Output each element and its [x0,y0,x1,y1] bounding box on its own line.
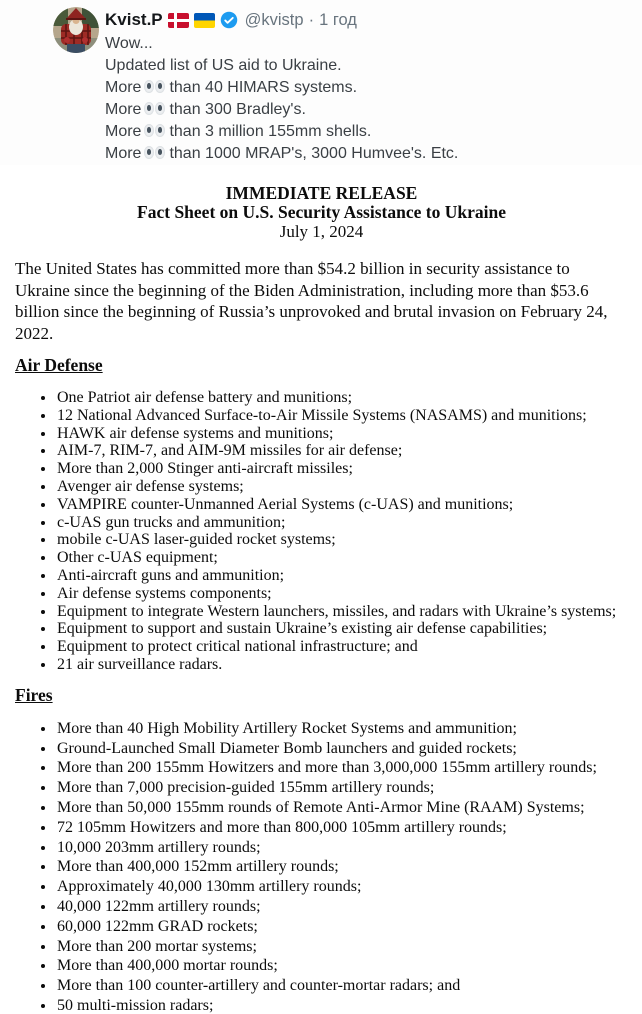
separator-dot: · [308,10,315,29]
fact-sheet-bullet: • 60,000 122mm GRAD rockets; [56,917,628,937]
fact-sheet-bullet: • One Patriot air defense battery and munitions; [56,389,628,407]
fact-sheet-bullet: • More than 50,000 155mm rounds of Remote Anti-Armor Mine (RAAM) Systems; [56,798,628,818]
fact-sheet-bullet: • Other c-UAS equipment; [56,549,628,567]
fact-sheet-bullet: • Air defense systems components; [56,585,628,603]
tweet-line-text: than 1000 MRAP's, 3000 Humvee's. Etc. [169,145,459,162]
eyes-emoji-icon [144,80,166,94]
air-defense-list [15,389,628,674]
display-name[interactable]: Kvist.P [105,10,163,29]
gnome-avatar-image [53,7,99,53]
tweet-line-text: Updated list of US aid to Ukraine. [105,57,342,74]
fact-sheet-header [15,184,628,241]
fact-sheet-bullet: • More than 2,000 Stinger anti-aircraft missiles; [56,460,628,478]
fact-sheet-bullet: • Ground-Launched Small Diameter Bomb launchers and guided rockets; [56,739,628,759]
ukraine-flag-icon [194,13,215,28]
tweet-line-text: More [105,123,142,140]
section-title-fires: Fires [15,684,53,705]
tweet-line-text: More [105,101,142,118]
fact-sheet-image[interactable] [0,184,642,1014]
tweet-line-text: More [105,145,142,162]
verified-badge-icon [220,11,238,29]
fact-sheet-bullet: • More than 100 counter-artillery and counter-mortar radars; and [56,976,628,996]
tweet-line [105,121,632,143]
tweet-line [105,99,632,121]
section-title-air-defense: Air Defense [15,355,103,375]
tweet-line-text: than 300 Bradley's. [169,101,306,118]
fact-sheet-title: Fact Sheet on U.S. Security Assistance to Ukraine [137,202,506,222]
fact-sheet-bullet: • More than 200 mortar systems; [56,937,628,957]
denmark-flag-icon [168,13,189,28]
fact-sheet-bullet: • HAWK air defense systems and munitions; [56,425,628,443]
fact-sheet-bullet: • Equipment to support and sustain Ukraine’s existing air defense capabilities; [56,620,628,638]
fact-sheet-bullet: • 40,000 122mm artillery rounds; [56,897,628,917]
eyes-emoji-icon [144,146,166,160]
fact-sheet-intro: The United States has committed more than $54.2 billion in security assistance to Ukraine since the beginning of the Biden Administration, including more than $53.6 billion since the beginning of Russia’s unprovoked and brutal invasion on February 24, 2022. [15,259,608,343]
fact-sheet-bullet: • 10,000 203mm artillery rounds; [56,838,628,858]
fact-sheet-bullet: • More than 40 High Mobility Artillery Rocket Systems and ammunition; [56,719,628,739]
tweet-line [105,55,632,77]
handle[interactable]: @kvistp [244,10,304,29]
fact-sheet-date: July 1, 2024 [279,222,364,241]
fact-sheet-bullet: • Equipment to protect critical national infrastructure; and [56,638,628,656]
release-line: IMMEDIATE RELEASE [225,183,418,203]
tweet-line [105,143,632,165]
fact-sheet-bullet: • Avenger air defense systems; [56,478,628,496]
tweet-line [105,77,632,99]
eyes-emoji-icon [144,102,166,116]
tweet-line-text: than 40 HIMARS systems. [169,79,358,96]
fact-sheet-bullet: • c-UAS gun trucks and ammunition; [56,514,628,532]
fact-sheet-bullet: • Equipment to integrate Western launchers, missiles, and radars with Ukraine’s systems; [56,603,628,621]
tweet [0,0,642,165]
tweet-text [105,33,632,165]
avatar[interactable] [53,7,99,53]
eyes-emoji-icon [144,124,166,138]
fact-sheet-bullet: • More than 400,000 mortar rounds; [56,956,628,976]
fact-sheet-bullet: • More than 7,000 precision-guided 155mm artillery rounds; [56,778,628,798]
fact-sheet-bullet: • More than 200 155mm Howitzers and more than 3,000,000 155mm artillery rounds; [56,758,628,778]
tweet-line-text: Wow... [105,35,153,52]
fact-sheet-bullet: • 21 air surveillance radars. [56,656,628,674]
fact-sheet-bullet: • VAMPIRE counter-Unmanned Aerial Systems (c-UAS) and munitions; [56,496,628,514]
tweet-name-row [105,8,632,32]
fact-sheet-bullet: • mobile c-UAS laser-guided rocket systems; [56,531,628,549]
fact-sheet-bullet: • 72 105mm Howitzers and more than 800,000 105mm artillery rounds; [56,818,628,838]
tweet-line-text: More [105,79,142,96]
tweet-line-text: than 3 million 155mm shells. [169,123,372,140]
fact-sheet-bullet: • Approximately 40,000 130mm artillery rounds; [56,877,628,897]
fact-sheet-bullet: • 50 multi-mission radars; [56,996,628,1014]
fires-list [15,719,628,1014]
fact-sheet-bullet: • AIM-7, RIM-7, and AIM-9M missiles for air defense; [56,442,628,460]
fact-sheet-bullet: • More than 400,000 152mm artillery rounds; [56,857,628,877]
fact-sheet-bullet: • 12 National Advanced Surface-to-Air Missile Systems (NASAMS) and munitions; [56,407,628,425]
fact-sheet-bullet: • Anti-aircraft guns and ammunition; [56,567,628,585]
timestamp[interactable]: 1 год [319,10,357,29]
tweet-line [105,33,632,55]
